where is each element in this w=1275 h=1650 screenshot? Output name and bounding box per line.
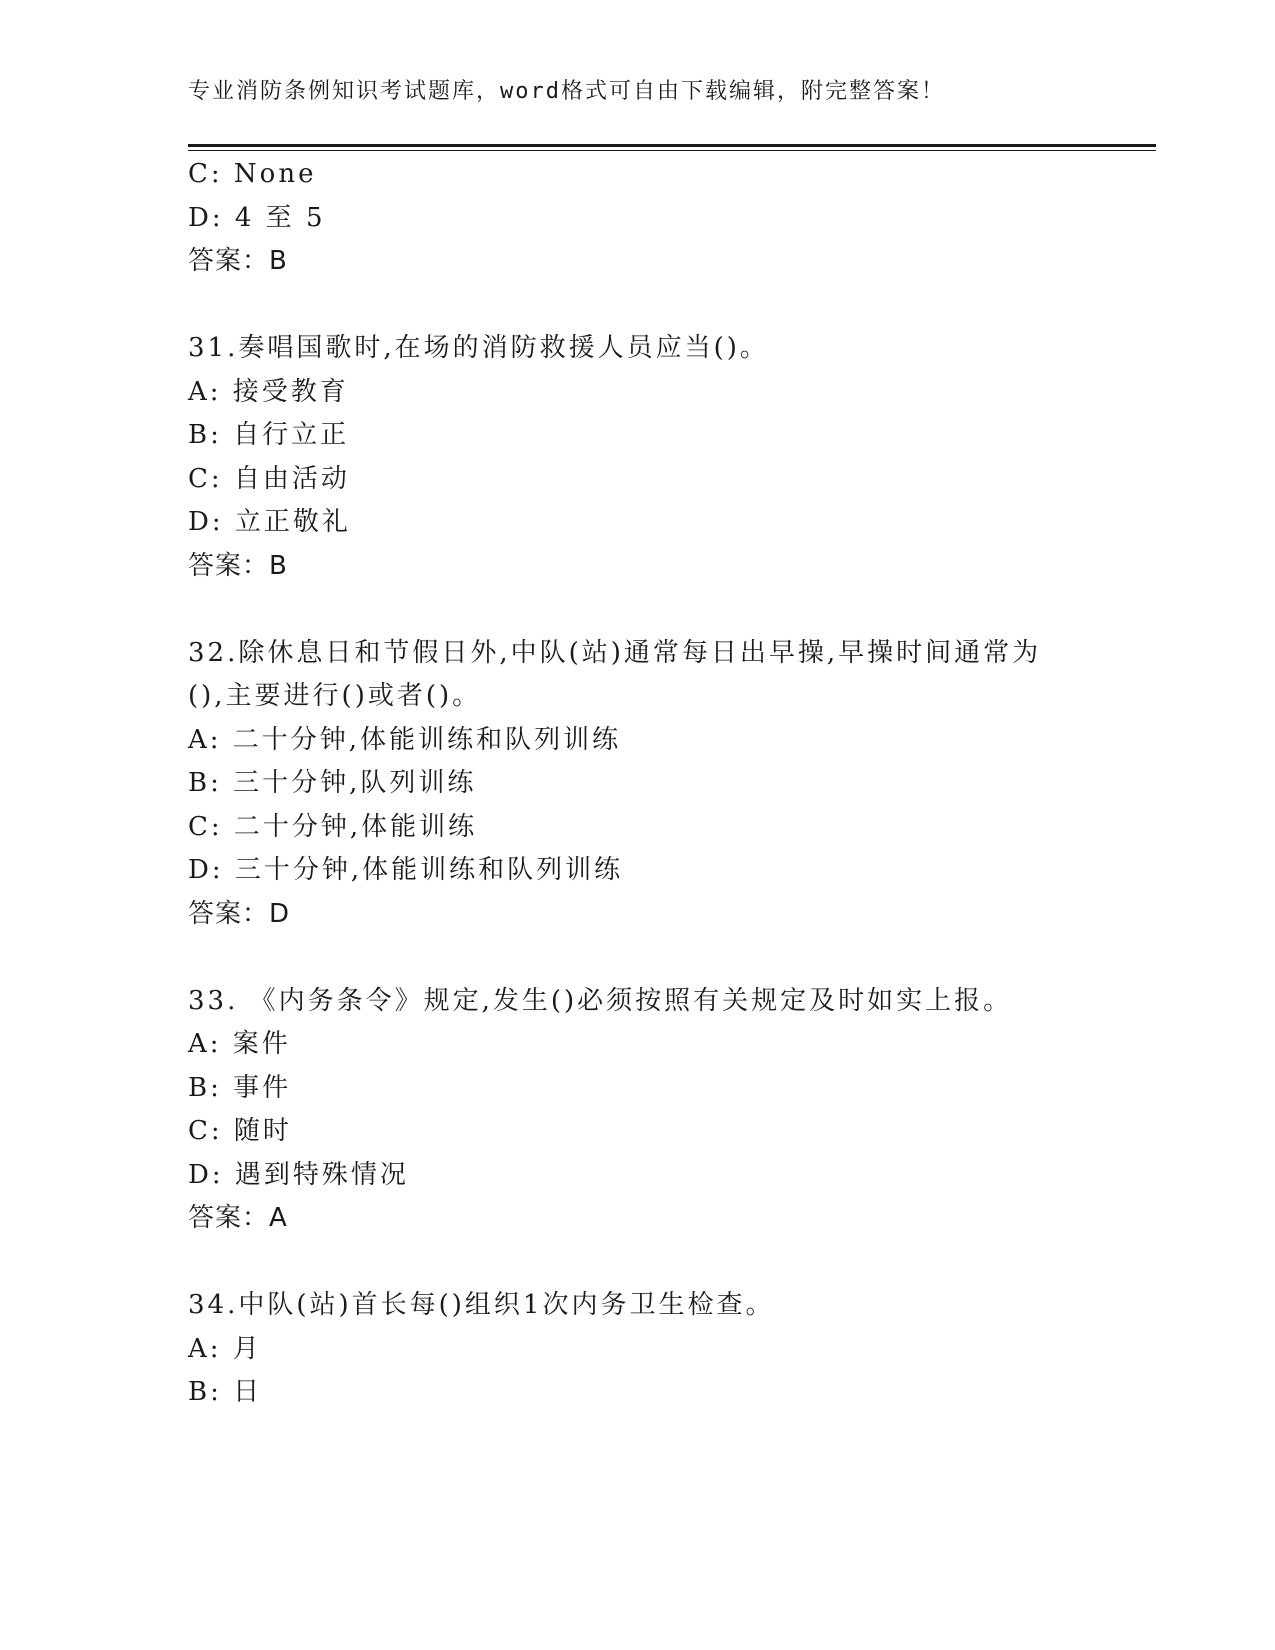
question-stem: (),主要进行()或者()。 — [188, 681, 482, 711]
answer-line: 答案：B — [188, 246, 288, 276]
option-line: D: 4 至 5 — [188, 203, 326, 233]
option-line: C: None — [188, 159, 317, 189]
option-line: D: 立正敬礼 — [188, 507, 351, 537]
option-line: C: 自由活动 — [188, 464, 350, 494]
option-line: C: 随时 — [188, 1116, 292, 1146]
question-stem: 32.除休息日和节假日外,中队(站)通常每日出早操,早操时间通常为 — [188, 638, 1042, 668]
option-line: D: 遇到特殊情况 — [188, 1160, 409, 1190]
option-line: C: 二十分钟,体能训练 — [188, 812, 478, 842]
answer-line: 答案：B — [188, 551, 288, 581]
question-stem: 33. 《内务条令》规定,发生()必须按照有关规定及时如实上报。 — [188, 986, 1013, 1016]
option-line: D: 三十分钟,体能训练和队列训练 — [188, 855, 624, 885]
option-line: A: 案件 — [188, 1029, 291, 1059]
option-line: A: 二十分钟,体能训练和队列训练 — [188, 725, 622, 755]
question-stem: 34.中队(站)首长每()组织1次内务卫生检查。 — [188, 1290, 775, 1320]
option-line: B: 事件 — [188, 1073, 292, 1103]
page-header: 专业消防条例知识考试题库，word格式可自由下载编辑，附完整答案！ — [188, 79, 945, 104]
answer-line: 答案：A — [188, 1203, 288, 1233]
option-line: A: 月 — [188, 1334, 262, 1364]
option-line: B: 三十分钟,队列训练 — [188, 768, 477, 798]
option-line: B: 自行立正 — [188, 420, 350, 450]
answer-line: 答案：D — [188, 899, 291, 929]
option-line: A: 接受教育 — [188, 377, 349, 407]
option-line: B: 日 — [188, 1377, 263, 1407]
header-divider — [188, 144, 1156, 151]
question-stem: 31.奏唱国歌时,在场的消防救援人员应当()。 — [188, 333, 769, 363]
